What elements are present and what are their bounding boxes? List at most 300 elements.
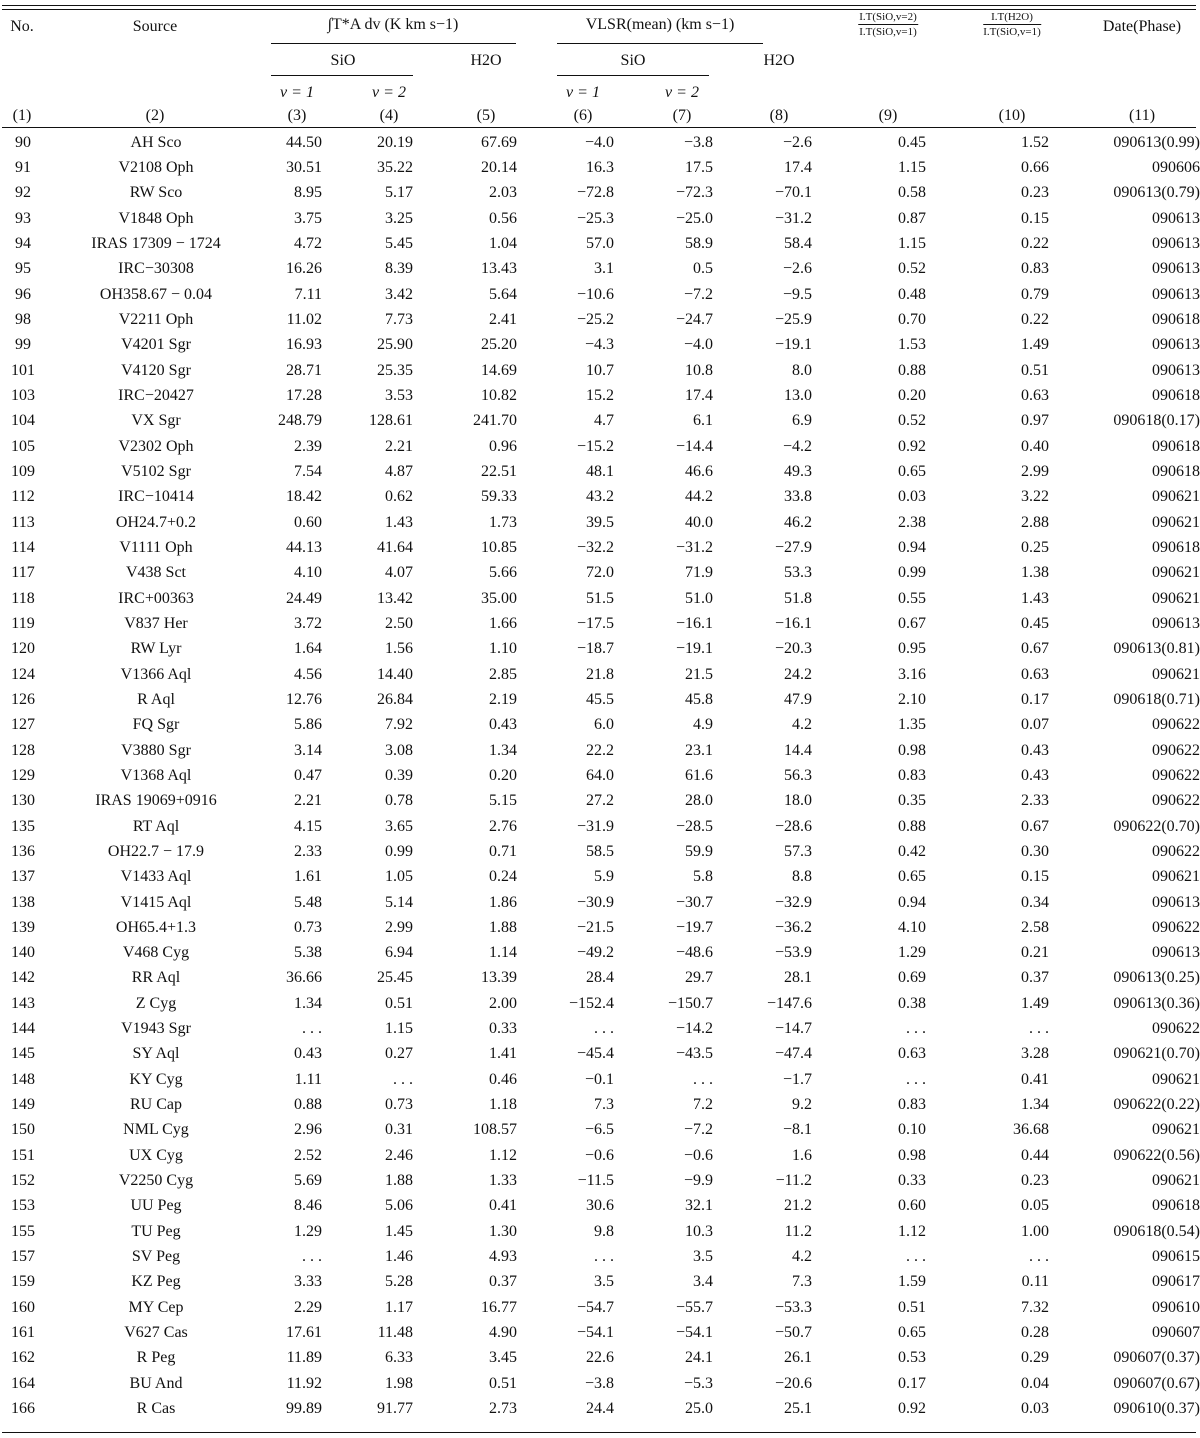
colnum-3: (3) <box>287 107 307 124</box>
cell-sio-v2-vlsr: 17.4 <box>685 386 713 404</box>
cell-ratio-h2o: 0.23 <box>1021 184 1049 202</box>
cell-sio-v1-intensity: 8.46 <box>294 1197 322 1215</box>
cell-ratio-h2o: 0.66 <box>1021 158 1049 176</box>
cell-sio-v1-intensity: 4.56 <box>294 665 322 683</box>
cell-date: 090618 <box>1152 310 1200 328</box>
table-row <box>0 966 1200 991</box>
cell-no: 155 <box>11 1222 35 1240</box>
cell-source: V5102 Sgr <box>121 462 191 480</box>
cell-sio-v1-intensity: 28.71 <box>286 361 322 379</box>
cell-h2o-vlsr: −53.3 <box>774 1298 812 1316</box>
cell-source: OH24.7+0.2 <box>115 513 197 531</box>
cell-h2o-vlsr: 9.2 <box>792 1096 812 1114</box>
cell-ratio-sio: . . . <box>906 1248 926 1266</box>
cell-sio-v1-vlsr: −21.5 <box>576 918 614 936</box>
header-bottom-rule <box>2 127 1196 128</box>
cell-sio-v1-vlsr: −72.8 <box>576 184 614 202</box>
cell-sio-v2-intensity: 1.56 <box>385 640 413 658</box>
cell-date: 090613 <box>1152 361 1200 379</box>
cell-sio-v1-vlsr: −4.0 <box>584 133 614 151</box>
cell-ratio-h2o: 0.05 <box>1021 1197 1049 1215</box>
cell-source: RU Cap <box>130 1096 182 1114</box>
cell-sio-v1-intensity: 36.66 <box>286 969 322 987</box>
cell-h2o-vlsr: 13.0 <box>784 386 812 404</box>
cell-ratio-sio: 4.10 <box>898 918 926 936</box>
cell-no: 149 <box>11 1096 35 1114</box>
cell-source: V1415 Aql <box>120 893 192 911</box>
cell-ratio-h2o: 0.43 <box>1021 741 1049 759</box>
cell-source: V1366 Aql <box>120 665 192 683</box>
cell-sio-v1-intensity: 248.79 <box>278 412 322 430</box>
cell-sio-v2-intensity: 26.84 <box>377 690 413 708</box>
cell-ratio-h2o: 0.40 <box>1021 437 1049 455</box>
cell-date: 090618 <box>1152 462 1200 480</box>
cell-ratio-sio: 0.60 <box>898 1197 926 1215</box>
cell-no: 90 <box>15 133 31 151</box>
cell-sio-v1-vlsr: −25.3 <box>576 209 614 227</box>
cell-sio-v1-intensity: 1.61 <box>294 868 322 886</box>
table-row <box>0 1092 1200 1117</box>
cell-sio-v2-vlsr: −30.7 <box>675 893 713 911</box>
table-row <box>0 763 1200 788</box>
cell-sio-v2-intensity: 3.53 <box>385 386 413 404</box>
cell-h2o-intensity: 1.30 <box>489 1222 517 1240</box>
cell-ratio-sio: 1.53 <box>898 336 926 354</box>
cell-sio-v2-vlsr: 25.0 <box>685 1400 713 1418</box>
cell-h2o-intensity: 0.56 <box>489 209 517 227</box>
cell-ratio-h2o: 0.51 <box>1021 361 1049 379</box>
cell-date: 090622 <box>1152 716 1200 734</box>
cell-sio-v1-intensity: 17.28 <box>286 386 322 404</box>
cell-source: RW Lyr <box>130 640 182 658</box>
cell-date: 090610(0.37) <box>1113 1400 1200 1418</box>
cell-h2o-intensity: 0.71 <box>489 842 517 860</box>
cell-h2o-intensity: 25.20 <box>481 336 517 354</box>
cell-source: V438 Sct <box>126 564 186 582</box>
cell-sio-v2-intensity: 1.98 <box>385 1374 413 1392</box>
cell-sio-v2-intensity: 1.05 <box>385 868 413 886</box>
table-row <box>0 1067 1200 1092</box>
cell-date: 090621 <box>1152 589 1200 607</box>
cell-h2o-intensity: 1.86 <box>489 893 517 911</box>
cell-h2o-vlsr: 14.4 <box>784 741 812 759</box>
cell-sio-v1-intensity: 1.34 <box>294 994 322 1012</box>
cell-h2o-vlsr: −36.2 <box>774 918 812 936</box>
cell-sio-v1-vlsr: 57.0 <box>586 234 614 252</box>
cell-source: IRC+00363 <box>118 589 194 607</box>
header-source: Source <box>132 18 178 35</box>
cell-h2o-vlsr: 58.4 <box>784 234 812 252</box>
cell-ratio-h2o: 0.23 <box>1021 1172 1049 1190</box>
cell-sio-v2-intensity: 8.39 <box>385 260 413 278</box>
cell-sio-v1-vlsr: 43.2 <box>586 488 614 506</box>
cell-source: IRAS 19069+0916 <box>95 792 217 810</box>
cell-sio-v1-intensity: 1.11 <box>294 1070 322 1088</box>
cell-sio-v2-intensity: 2.99 <box>385 918 413 936</box>
cell-date: 090606 <box>1152 158 1200 176</box>
cell-h2o-intensity: 1.12 <box>489 1146 517 1164</box>
cell-sio-v1-vlsr: 15.2 <box>586 386 614 404</box>
cell-no: 91 <box>15 158 31 176</box>
cell-ratio-h2o: 2.88 <box>1021 513 1049 531</box>
cell-ratio-h2o: 2.99 <box>1021 462 1049 480</box>
sio-vlsr-rule <box>557 75 709 76</box>
cell-source: TU Peg <box>131 1222 181 1240</box>
cell-sio-v2-intensity: 14.40 <box>377 665 413 683</box>
header-no: No. <box>10 18 34 35</box>
cell-date: 090618(0.17) <box>1113 412 1200 430</box>
cell-ratio-sio: 3.16 <box>898 665 926 683</box>
cell-ratio-h2o: 0.34 <box>1021 893 1049 911</box>
cell-h2o-vlsr: 17.4 <box>784 158 812 176</box>
cell-sio-v2-vlsr: −31.2 <box>675 538 713 556</box>
cell-sio-v2-intensity: 1.17 <box>385 1298 413 1316</box>
cell-sio-v2-intensity: 3.42 <box>385 285 413 303</box>
cell-date: 090615 <box>1152 1248 1200 1266</box>
cell-no: 130 <box>11 792 35 810</box>
cell-sio-v1-vlsr: −25.2 <box>576 310 614 328</box>
cell-sio-v2-intensity: 0.27 <box>385 1045 413 1063</box>
cell-sio-v2-vlsr: 61.6 <box>685 766 713 784</box>
table-row <box>0 383 1200 408</box>
cell-no: 104 <box>11 412 35 430</box>
cell-ratio-h2o: 0.15 <box>1021 209 1049 227</box>
cell-sio-v2-vlsr: 28.0 <box>685 792 713 810</box>
cell-source: V3880 Sgr <box>121 741 191 759</box>
cell-h2o-vlsr: 24.2 <box>784 665 812 683</box>
cell-sio-v1-vlsr: . . . <box>594 1248 614 1266</box>
cell-h2o-vlsr: −2.6 <box>782 260 812 278</box>
table-row <box>0 637 1200 662</box>
cell-date: 090613(0.36) <box>1113 994 1200 1012</box>
table-row <box>0 1244 1200 1269</box>
cell-ratio-sio: 0.65 <box>898 462 926 480</box>
cell-sio-v1-intensity: 0.60 <box>294 513 322 531</box>
cell-date: 090613 <box>1152 614 1200 632</box>
cell-h2o-vlsr: 6.9 <box>792 412 812 430</box>
cell-no: 150 <box>11 1121 35 1139</box>
cell-date: 090617 <box>1152 1273 1200 1291</box>
cell-sio-v1-vlsr: −17.5 <box>576 614 614 632</box>
cell-sio-v2-vlsr: −4.0 <box>683 336 713 354</box>
cell-date: 090622(0.70) <box>1113 817 1200 835</box>
cell-h2o-intensity: 108.57 <box>473 1121 517 1139</box>
cell-no: 95 <box>15 260 31 278</box>
bottom-rule <box>2 1432 1196 1433</box>
cell-ratio-sio: 0.98 <box>898 741 926 759</box>
cell-no: 159 <box>11 1273 35 1291</box>
cell-no: 142 <box>11 969 35 987</box>
cell-ratio-h2o: 2.58 <box>1021 918 1049 936</box>
cell-source: IRC−10414 <box>118 488 194 506</box>
cell-source: V837 Her <box>124 614 188 632</box>
cell-h2o-intensity: 1.41 <box>489 1045 517 1063</box>
cell-ratio-h2o: 0.04 <box>1021 1374 1049 1392</box>
header-ratio-h2o <box>983 11 1041 38</box>
cell-no: 94 <box>15 234 31 252</box>
cell-source: IRAS 17309 − 1724 <box>91 234 221 252</box>
cell-ratio-sio: 0.67 <box>898 614 926 632</box>
table-row <box>0 1118 1200 1143</box>
cell-no: 166 <box>11 1400 35 1418</box>
cell-h2o-intensity: 0.43 <box>489 716 517 734</box>
cell-sio-v2-intensity: 20.19 <box>377 133 413 151</box>
cell-h2o-vlsr: 28.1 <box>784 969 812 987</box>
cell-no: 98 <box>15 310 31 328</box>
cell-sio-v2-vlsr: 51.0 <box>685 589 713 607</box>
cell-date: 090621 <box>1152 1070 1200 1088</box>
table-row <box>0 535 1200 560</box>
cell-sio-v2-vlsr: −14.2 <box>675 1020 713 1038</box>
cell-date: 090618(0.71) <box>1113 690 1200 708</box>
cell-date: 090621 <box>1152 665 1200 683</box>
table-row <box>0 1042 1200 1067</box>
top-rule <box>2 5 1196 6</box>
cell-ratio-sio: 0.45 <box>898 133 926 151</box>
cell-date: 090613 <box>1152 336 1200 354</box>
header-h2o-intensity: H2O <box>470 52 502 69</box>
cell-sio-v2-intensity: 0.39 <box>385 766 413 784</box>
table-row <box>0 586 1200 611</box>
cell-h2o-vlsr: 25.1 <box>784 1400 812 1418</box>
cell-ratio-sio: 0.33 <box>898 1172 926 1190</box>
cell-sio-v1-intensity: 11.02 <box>286 310 322 328</box>
cell-date: 090618 <box>1152 1197 1200 1215</box>
cell-ratio-h2o: 0.43 <box>1021 766 1049 784</box>
cell-source: R Aql <box>137 690 175 708</box>
cell-date: 090622 <box>1152 842 1200 860</box>
cell-sio-v1-intensity: 18.42 <box>286 488 322 506</box>
cell-ratio-sio: 0.99 <box>898 564 926 582</box>
cell-date: 090607(0.67) <box>1113 1374 1200 1392</box>
cell-sio-v2-intensity: 91.77 <box>377 1400 413 1418</box>
cell-ratio-h2o: 0.30 <box>1021 842 1049 860</box>
table-row <box>0 662 1200 687</box>
cell-ratio-h2o: . . . <box>1029 1020 1049 1038</box>
cell-date: 090621 <box>1152 488 1200 506</box>
ratio-sio-numerator: I.T(SiO,v=2) <box>859 11 917 23</box>
cell-h2o-vlsr: 4.2 <box>792 1248 812 1266</box>
cell-ratio-h2o: 1.52 <box>1021 133 1049 151</box>
cell-sio-v1-vlsr: 21.8 <box>586 665 614 683</box>
cell-h2o-intensity: 13.39 <box>481 969 517 987</box>
header-sio-vlsr: SiO <box>620 52 646 69</box>
cell-sio-v1-vlsr: −3.8 <box>584 1374 614 1392</box>
cell-date: 090621 <box>1152 1121 1200 1139</box>
cell-sio-v1-vlsr: −11.5 <box>577 1172 614 1190</box>
table-row <box>0 510 1200 535</box>
cell-ratio-h2o: 0.03 <box>1021 1400 1049 1418</box>
cell-h2o-intensity: 2.00 <box>489 994 517 1012</box>
cell-sio-v1-intensity: 3.33 <box>294 1273 322 1291</box>
cell-sio-v2-intensity: 25.90 <box>377 336 413 354</box>
cell-sio-v2-intensity: 5.28 <box>385 1273 413 1291</box>
cell-source: V1943 Sgr <box>121 1020 191 1038</box>
cell-sio-v2-intensity: 1.88 <box>385 1172 413 1190</box>
cell-sio-v2-vlsr: −19.7 <box>675 918 713 936</box>
cell-source: R Cas <box>136 1400 176 1418</box>
cell-ratio-sio: 0.53 <box>898 1349 926 1367</box>
cell-h2o-vlsr: −4.2 <box>782 437 812 455</box>
cell-h2o-intensity: 2.73 <box>489 1400 517 1418</box>
cell-sio-v1-intensity: 11.89 <box>286 1349 322 1367</box>
cell-sio-v2-intensity: 2.50 <box>385 614 413 632</box>
cell-h2o-intensity: 35.00 <box>481 589 517 607</box>
cell-date: 090613(0.79) <box>1113 184 1200 202</box>
cell-h2o-intensity: 0.20 <box>489 766 517 784</box>
cell-source: RR Aql <box>131 969 181 987</box>
cell-no: 99 <box>15 336 31 354</box>
cell-h2o-intensity: 22.51 <box>481 462 517 480</box>
cell-no: 129 <box>11 766 35 784</box>
cell-sio-v2-vlsr: −24.7 <box>675 310 713 328</box>
cell-no: 164 <box>11 1374 35 1392</box>
cell-source: FQ Sgr <box>132 716 180 734</box>
cell-sio-v1-intensity: 0.88 <box>294 1096 322 1114</box>
cell-source: V4201 Sgr <box>121 336 191 354</box>
colnum-8: (8) <box>769 107 789 124</box>
cell-sio-v2-intensity: 1.45 <box>385 1222 413 1240</box>
header-h2o-vlsr: H2O <box>763 52 795 69</box>
cell-sio-v2-vlsr: 21.5 <box>685 665 713 683</box>
table-row <box>0 307 1200 332</box>
cell-sio-v1-vlsr: −152.4 <box>568 994 614 1012</box>
cell-sio-v1-intensity: 44.50 <box>286 133 322 151</box>
cell-no: 135 <box>11 817 35 835</box>
cell-sio-v1-intensity: 7.54 <box>294 462 322 480</box>
cell-no: 161 <box>11 1324 35 1342</box>
table-row <box>0 687 1200 712</box>
cell-sio-v2-intensity: 25.45 <box>377 969 413 987</box>
cell-ratio-sio: 0.51 <box>898 1298 926 1316</box>
table-row <box>0 1295 1200 1320</box>
cell-ratio-sio: 0.42 <box>898 842 926 860</box>
cell-sio-v2-intensity: 3.25 <box>385 209 413 227</box>
cell-no: 126 <box>11 690 35 708</box>
header-sio-v2-intensity: v = 2 <box>372 84 406 101</box>
cell-source: V468 Cyg <box>122 944 190 962</box>
cell-source: V1111 Oph <box>119 538 193 556</box>
cell-sio-v1-intensity: 3.72 <box>294 614 322 632</box>
cell-h2o-intensity: 1.14 <box>489 944 517 962</box>
cell-sio-v1-intensity: 4.10 <box>294 564 322 582</box>
cell-no: 118 <box>11 589 35 607</box>
cell-source: KY Cyg <box>129 1070 183 1088</box>
cell-sio-v2-intensity: 0.31 <box>385 1121 413 1139</box>
cell-sio-v1-vlsr: −10.6 <box>576 285 614 303</box>
cell-ratio-h2o: 1.38 <box>1021 564 1049 582</box>
cell-sio-v2-intensity: 6.94 <box>385 944 413 962</box>
cell-sio-v1-vlsr: 16.3 <box>586 158 614 176</box>
table-row <box>0 155 1200 180</box>
cell-date: 090613(0.99) <box>1113 133 1200 151</box>
cell-no: 112 <box>11 488 35 506</box>
cell-date: 090613 <box>1152 234 1200 252</box>
cell-h2o-intensity: 13.43 <box>481 260 517 278</box>
cell-sio-v1-intensity: 3.14 <box>294 741 322 759</box>
cell-ratio-h2o: 0.44 <box>1021 1146 1049 1164</box>
cell-source: IRC−20427 <box>118 386 194 404</box>
cell-ratio-h2o: 0.21 <box>1021 944 1049 962</box>
cell-sio-v1-vlsr: 22.2 <box>586 741 614 759</box>
colnum-10: (10) <box>998 107 1026 124</box>
cell-ratio-h2o: . . . <box>1029 1248 1049 1266</box>
cell-sio-v2-vlsr: 24.1 <box>685 1349 713 1367</box>
cell-ratio-sio: . . . <box>906 1070 926 1088</box>
cell-h2o-intensity: 1.73 <box>489 513 517 531</box>
cell-sio-v1-vlsr: −54.1 <box>576 1324 614 1342</box>
cell-no: 96 <box>15 285 31 303</box>
cell-sio-v1-vlsr: 9.8 <box>594 1222 614 1240</box>
header-date: Date(Phase) <box>1102 18 1182 35</box>
table-row <box>0 409 1200 434</box>
cell-sio-v1-intensity: 16.26 <box>286 260 322 278</box>
cell-sio-v1-vlsr: −4.3 <box>584 336 614 354</box>
cell-sio-v1-intensity: 1.29 <box>294 1222 322 1240</box>
cell-source: V2302 Oph <box>118 437 194 455</box>
cell-no: 140 <box>11 944 35 962</box>
cell-sio-v2-intensity: 13.42 <box>377 589 413 607</box>
cell-h2o-vlsr: 51.8 <box>784 589 812 607</box>
cell-source: R Peg <box>136 1349 176 1367</box>
colnum-9: (9) <box>878 107 898 124</box>
cell-sio-v2-intensity: 0.51 <box>385 994 413 1012</box>
cell-sio-v2-intensity: 35.22 <box>377 158 413 176</box>
cell-h2o-vlsr: −16.1 <box>774 614 812 632</box>
table-row <box>0 738 1200 763</box>
cell-ratio-h2o: 0.22 <box>1021 234 1049 252</box>
cell-source: KZ Peg <box>131 1273 181 1291</box>
cell-sio-v2-vlsr: 59.9 <box>685 842 713 860</box>
cell-source: V4120 Sgr <box>121 361 191 379</box>
cell-sio-v2-vlsr: 29.7 <box>685 969 713 987</box>
cell-no: 114 <box>11 538 35 556</box>
data-table <box>0 130 1200 1422</box>
cell-ratio-sio: 0.83 <box>898 766 926 784</box>
cell-ratio-h2o: 0.79 <box>1021 285 1049 303</box>
cell-h2o-vlsr: −147.6 <box>766 994 812 1012</box>
table-row <box>0 991 1200 1016</box>
cell-date: 090622 <box>1152 741 1200 759</box>
cell-h2o-vlsr: 8.8 <box>792 868 812 886</box>
cell-h2o-vlsr: 11.2 <box>784 1222 812 1240</box>
cell-source: V1433 Aql <box>120 868 192 886</box>
ratio-sio-denominator: I.T(SiO,v=1) <box>859 26 917 38</box>
cell-sio-v2-vlsr: 44.2 <box>685 488 713 506</box>
cell-source: OH22.7 − 17.9 <box>107 842 205 860</box>
cell-sio-v2-vlsr: −72.3 <box>675 184 713 202</box>
cell-date: 090618(0.54) <box>1113 1222 1200 1240</box>
cell-sio-v1-vlsr: −6.5 <box>584 1121 614 1139</box>
intensity-group-rule <box>271 43 516 44</box>
cell-sio-v2-intensity: 0.78 <box>385 792 413 810</box>
cell-sio-v2-intensity: 5.17 <box>385 184 413 202</box>
table-row <box>0 1219 1200 1244</box>
cell-date: 090621 <box>1152 1172 1200 1190</box>
cell-sio-v1-intensity: 30.51 <box>286 158 322 176</box>
cell-sio-v2-vlsr: 32.1 <box>685 1197 713 1215</box>
cell-no: 148 <box>11 1070 35 1088</box>
cell-source: IRC−30308 <box>118 260 194 278</box>
cell-date: 090622(0.56) <box>1113 1146 1200 1164</box>
table-row <box>0 941 1200 966</box>
cell-sio-v2-vlsr: 17.5 <box>685 158 713 176</box>
cell-sio-v1-intensity: 2.33 <box>294 842 322 860</box>
cell-source: RW Sco <box>129 184 183 202</box>
cell-ratio-h2o: 0.63 <box>1021 386 1049 404</box>
cell-ratio-h2o: 0.83 <box>1021 260 1049 278</box>
cell-ratio-sio: 0.88 <box>898 817 926 835</box>
